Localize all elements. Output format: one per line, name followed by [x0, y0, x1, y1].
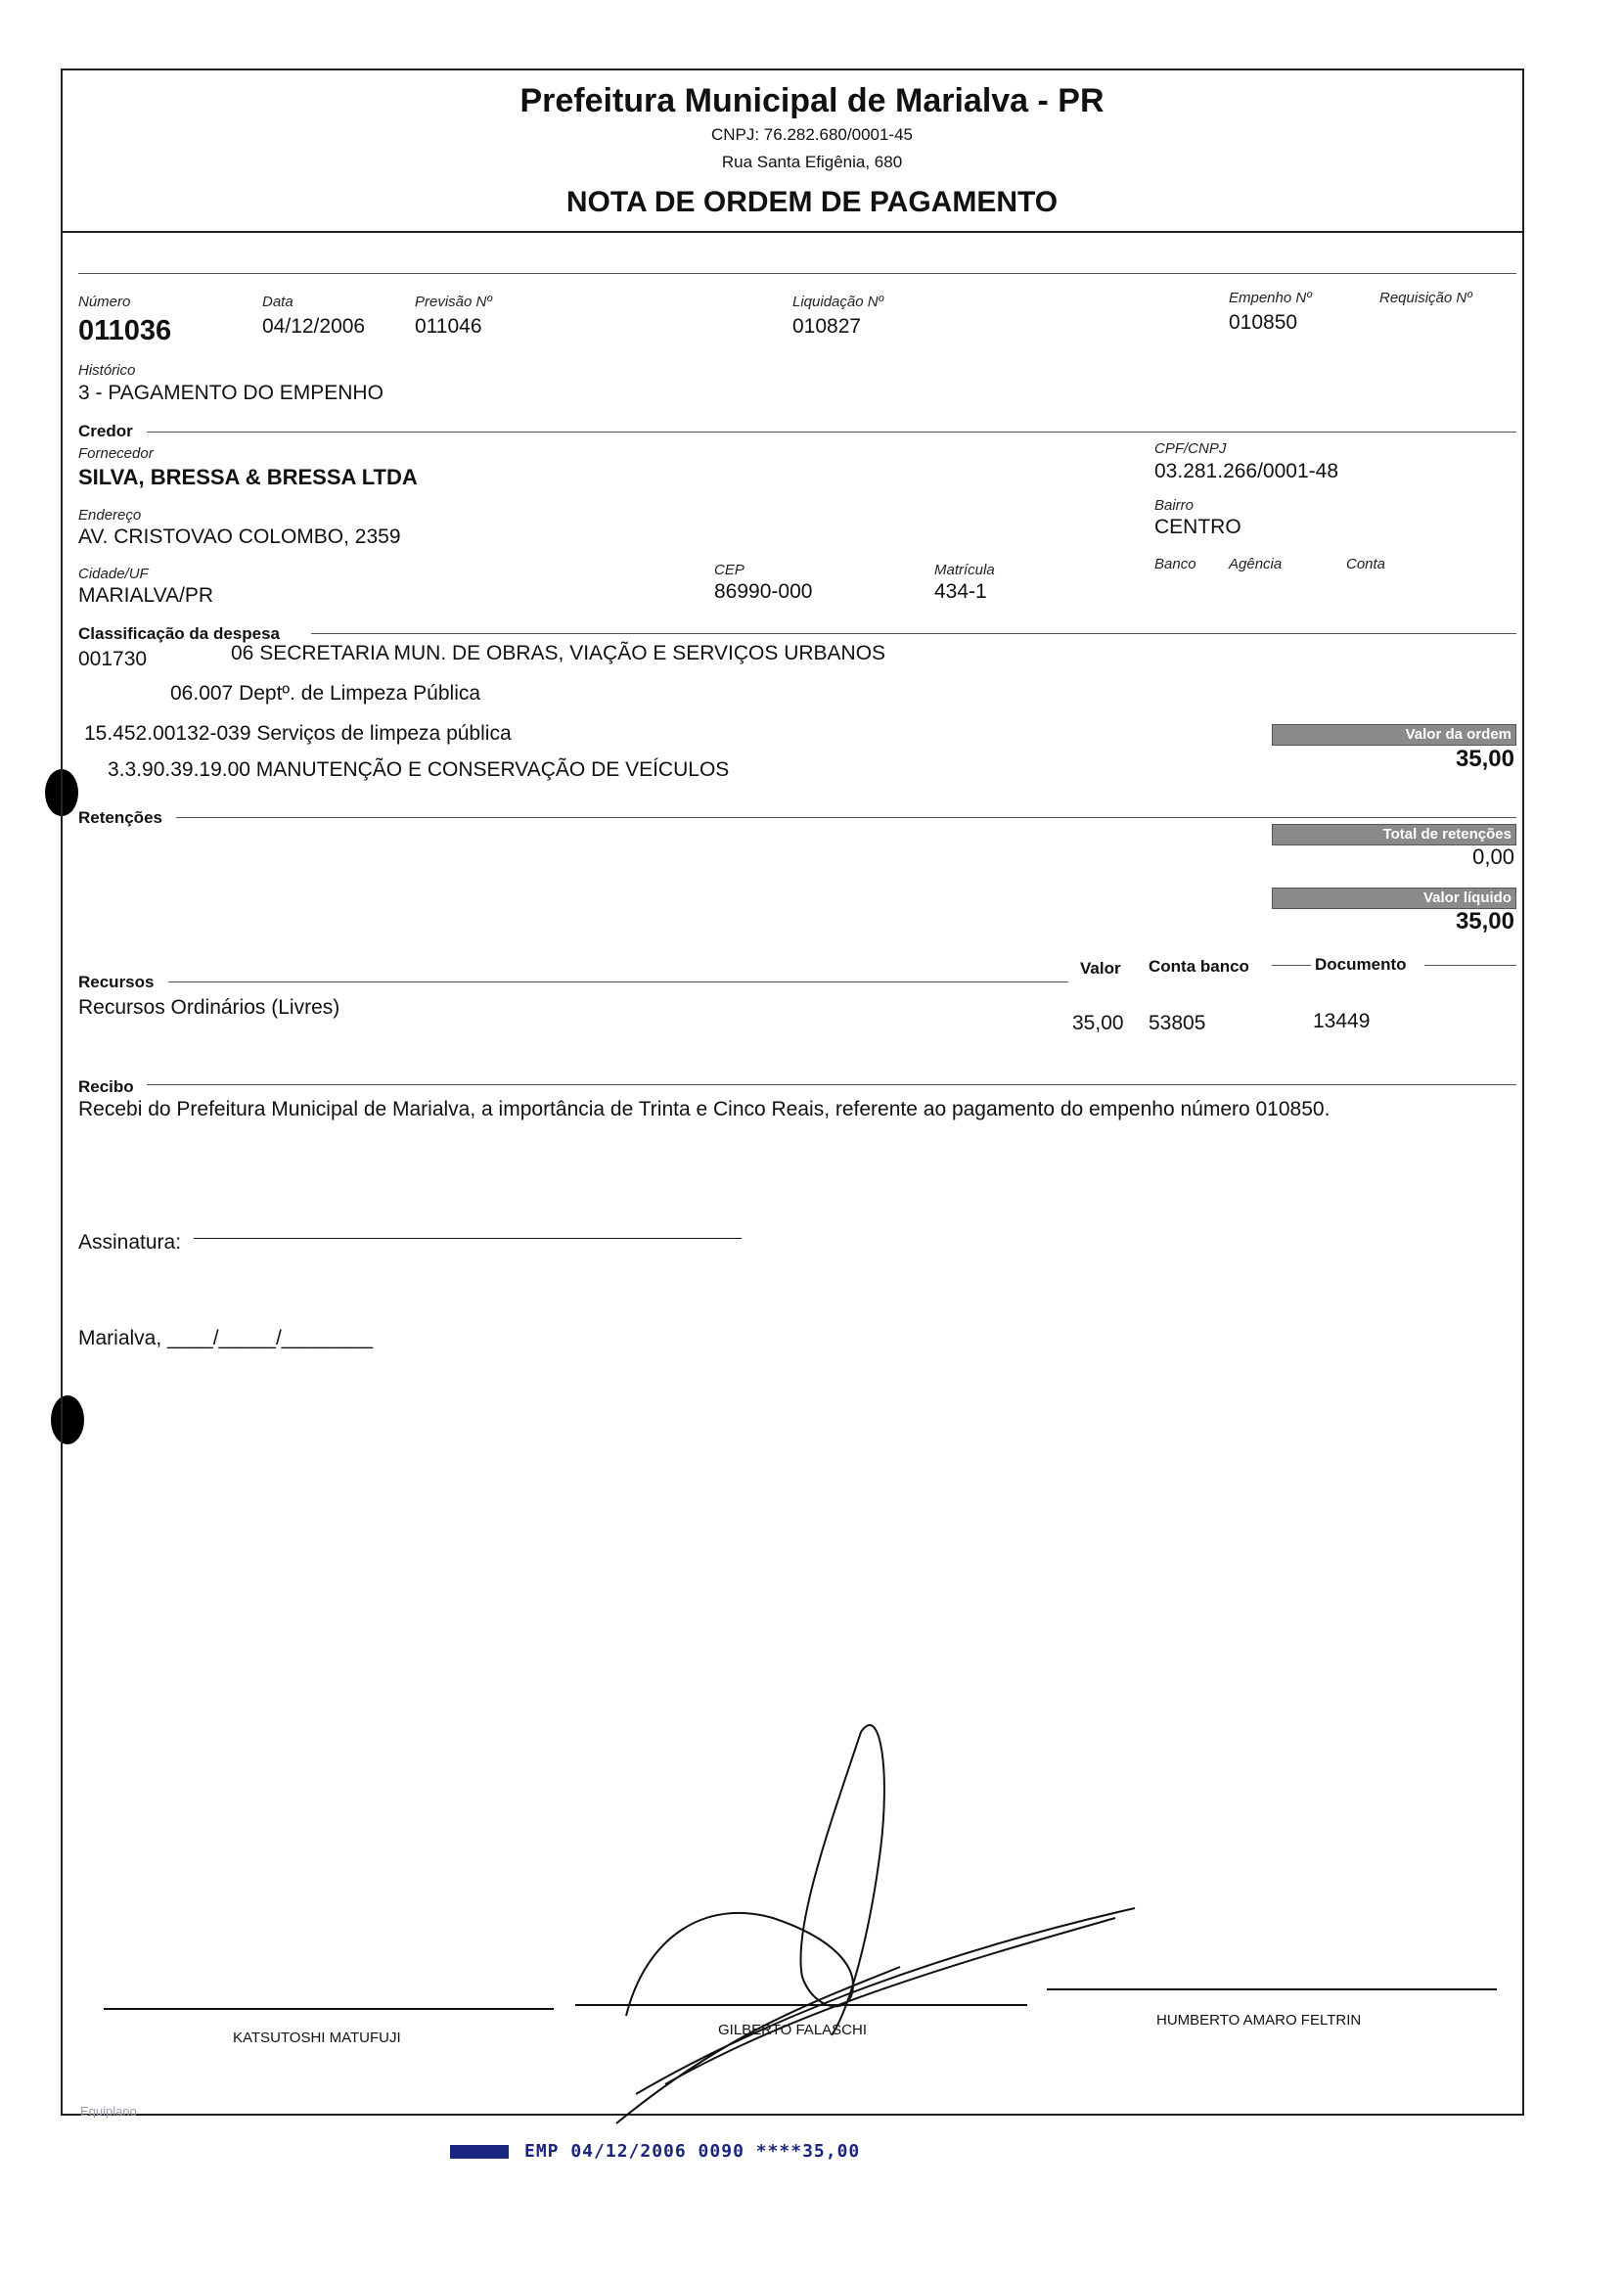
- stamp-mark: [450, 2145, 509, 2159]
- recibo-text: Recebi do Prefeitura Municipal de Marialva, a importância de Trinta e Cinco Reais, referente ao pagamento do empenho número 010850.: [78, 1098, 1331, 1120]
- endereco-value: AV. CRISTOVAO COLOMBO, 2359: [78, 525, 401, 548]
- empenho-value: 010850: [1229, 311, 1298, 334]
- local-data: Marialva, ____/_____/________: [78, 1327, 374, 1349]
- valor-ordem-label: Valor da ordem: [1405, 726, 1511, 743]
- previsao-value: 011046: [415, 315, 482, 338]
- retencoes-section-title: Retenções: [78, 808, 162, 827]
- conta-label: Conta: [1346, 556, 1386, 572]
- handwritten-signature: [607, 1712, 1154, 2133]
- classificacao-line3: 15.452.00132-039 Serviços de limpeza pública: [84, 722, 512, 745]
- banco-label: Banco: [1154, 556, 1196, 572]
- previsao-label: Previsão Nº: [415, 294, 492, 310]
- cpf-value: 03.281.266/0001-48: [1154, 460, 1339, 482]
- data-label: Data: [262, 294, 293, 310]
- retencoes-rule: [176, 817, 1516, 818]
- recursos-rule-end: [1424, 965, 1516, 966]
- signatory-2: GILBERTO FALASCHI: [718, 2022, 867, 2038]
- cidade-label: Cidade/UF: [78, 566, 149, 582]
- liquidacao-label: Liquidação Nº: [792, 294, 884, 310]
- equiplano-brand: Equiplano: [80, 2104, 137, 2119]
- historico-label: Histórico: [78, 362, 136, 379]
- cidade-value: MARIALVA/PR: [78, 584, 214, 607]
- data-value: 04/12/2006: [262, 315, 366, 338]
- numero-label: Número: [78, 294, 131, 310]
- recursos-documento-header: Documento: [1315, 955, 1407, 974]
- empenho-label: Empenho Nº: [1229, 290, 1312, 306]
- ids-top-rule: [78, 273, 1516, 274]
- stamp-text: EMP 04/12/2006 0090 ****35,00: [524, 2141, 861, 2162]
- endereco-label: Endereço: [78, 507, 142, 524]
- signatory-3: HUMBERTO AMARO FELTRIN: [1156, 2012, 1362, 2029]
- fornecedor-label: Fornecedor: [78, 445, 154, 462]
- classificacao-line2: 06.007 Deptº. de Limpeza Pública: [170, 682, 481, 705]
- recursos-conta: 53805: [1149, 1012, 1206, 1034]
- requisicao-label: Requisição Nº: [1379, 290, 1472, 306]
- cep-value: 86990-000: [714, 580, 813, 603]
- mechanical-stamp: [450, 2141, 860, 2162]
- header-divider: [61, 231, 1524, 233]
- matricula-value: 434-1: [934, 580, 987, 603]
- bairro-value: CENTRO: [1154, 516, 1241, 538]
- cnpj-line: CNPJ: 76.282.680/0001-45: [710, 125, 914, 144]
- address-line: Rua Santa Efigênia, 680: [721, 153, 903, 171]
- total-retencoes-label: Total de retenções: [1382, 826, 1511, 843]
- classificacao-line4: 3.3.90.39.19.00 MANUTENÇÃO E CONSERVAÇÃO DE VEÍCULOS: [108, 758, 730, 781]
- bairro-label: Bairro: [1154, 497, 1195, 514]
- valor-liquido-label: Valor líquido: [1422, 890, 1511, 906]
- cep-label: CEP: [714, 562, 744, 578]
- numero-value: 011036: [78, 315, 172, 346]
- valor-ordem-value: 35,00: [1455, 746, 1514, 772]
- recursos-rule: [168, 981, 1068, 982]
- classificacao-line1: 06 SECRETARIA MUN. DE OBRAS, VIAÇÃO E SERVIÇOS URBANOS: [231, 642, 886, 664]
- assinatura-label: Assinatura:: [78, 1231, 182, 1254]
- valor-ordem-bar: [1272, 724, 1516, 746]
- historico-value: 3 - PAGAMENTO DO EMPENHO: [78, 382, 383, 404]
- matricula-label: Matrícula: [934, 562, 995, 578]
- credor-rule: [147, 432, 1516, 433]
- classificacao-section-title: Classificação da despesa: [78, 624, 281, 643]
- total-retencoes-bar: [1272, 824, 1516, 845]
- valor-liquido-bar: [1272, 888, 1516, 909]
- valor-liquido-value: 35,00: [1455, 908, 1514, 935]
- recibo-rule: [147, 1084, 1516, 1085]
- signature-line-1: [104, 2008, 554, 2010]
- recursos-rule-mid: [1272, 965, 1311, 966]
- municipality-title: Prefeitura Municipal de Marialva - PR: [519, 82, 1105, 119]
- agencia-label: Agência: [1229, 556, 1283, 572]
- recursos-documento: 13449: [1313, 1010, 1371, 1032]
- recursos-conta-header: Conta banco: [1149, 957, 1249, 976]
- recursos-valor-header: Valor: [1080, 959, 1121, 978]
- recursos-descricao: Recursos Ordinários (Livres): [78, 996, 340, 1019]
- classificacao-rule: [311, 633, 1516, 634]
- recursos-section-title: Recursos: [78, 973, 155, 991]
- cpf-label: CPF/CNPJ: [1154, 440, 1227, 457]
- recibo-section-title: Recibo: [78, 1077, 134, 1096]
- credor-section-title: Credor: [78, 422, 133, 440]
- liquidacao-value: 010827: [792, 315, 862, 338]
- recursos-valor: 35,00: [1072, 1012, 1124, 1034]
- total-retencoes-value: 0,00: [1472, 844, 1514, 869]
- assinatura-line: [194, 1238, 742, 1239]
- fornecedor-value: SILVA, BRESSA & BRESSA LTDA: [78, 465, 418, 489]
- signatory-1: KATSUTOSHI MATUFUJI: [233, 2030, 401, 2046]
- classificacao-code: 001730: [78, 648, 148, 670]
- document-title: NOTA DE ORDEM DE PAGAMENTO: [565, 186, 1059, 218]
